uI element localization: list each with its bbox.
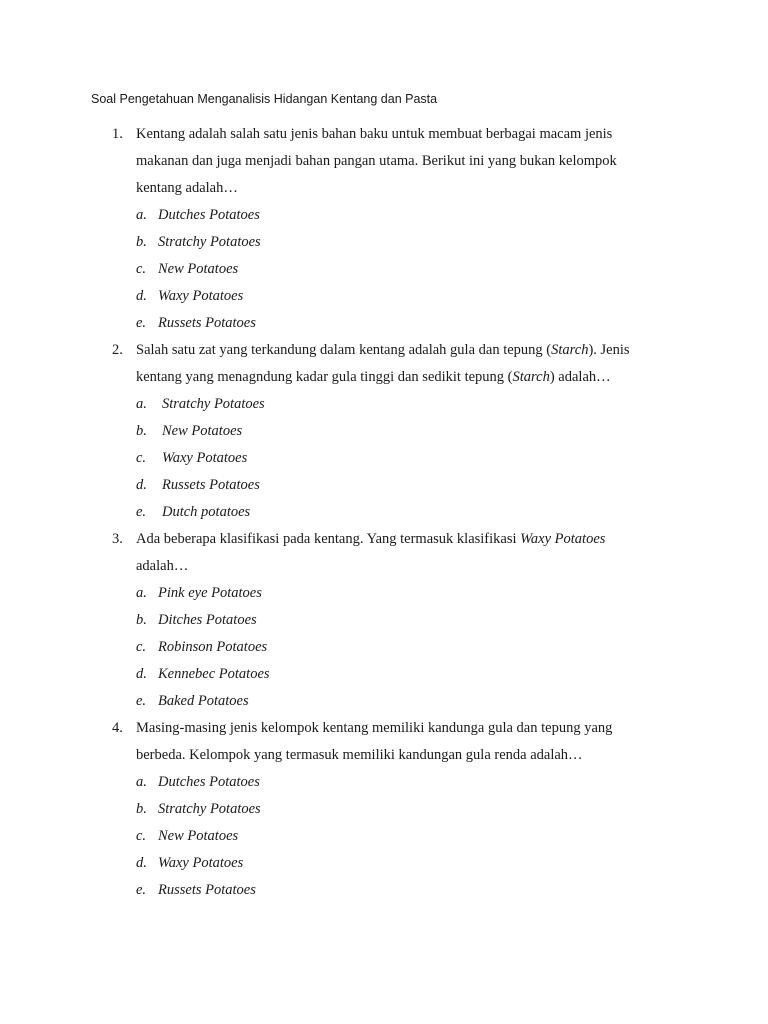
option-a: [0, 769, 768, 796]
option-label: Dutches Potatoes: [158, 207, 260, 223]
question-text-italic: Waxy Potatoes: [520, 531, 606, 547]
option-e: [0, 877, 768, 904]
option-letter: c.: [136, 639, 147, 655]
option-letter: c.: [136, 450, 147, 466]
option-label: Stratchy Potatoes: [162, 396, 265, 412]
question-text-part: adalah…: [136, 558, 189, 574]
question-text-part: ). Jenis kentang yang menagndung kadar gula tinggi dan sedikit tepung (: [136, 342, 630, 385]
option-letter: b.: [136, 234, 147, 250]
option-letter: e.: [136, 882, 147, 898]
option-b: [0, 607, 768, 634]
option-letter: d.: [136, 477, 147, 493]
option-letter: b.: [136, 612, 147, 628]
question-text-part: ) adalah…: [549, 369, 611, 385]
option-d: [0, 661, 768, 688]
option-label: Waxy Potatoes: [162, 450, 248, 466]
option-label: Russets Potatoes: [158, 315, 256, 331]
option-label: Russets Potatoes: [158, 882, 256, 898]
option-letter: b.: [136, 423, 147, 439]
question-number: 4.: [112, 720, 123, 736]
question-text-part: Ada beberapa klasifikasi pada kentang. Yang termasuk klasifikasi: [136, 531, 521, 547]
option-label: Stratchy Potatoes: [158, 234, 261, 250]
option-label: New Potatoes: [158, 261, 239, 277]
option-e: [0, 499, 768, 526]
option-a: [0, 391, 768, 418]
option-label: Dutch potatoes: [162, 504, 251, 520]
option-c: [0, 445, 768, 472]
option-d: [0, 283, 768, 310]
option-c: [0, 256, 768, 283]
option-label: Dutches Potatoes: [158, 774, 260, 790]
option-d: [0, 850, 768, 877]
option-letter: a.: [136, 396, 147, 412]
question-number: 1.: [112, 126, 123, 142]
option-letter: d.: [136, 855, 147, 871]
question-text-part: Salah satu zat yang terkandung dalam kentang adalah gula dan tepung (: [136, 342, 552, 358]
question-2: [0, 337, 768, 526]
option-letter: c.: [136, 261, 147, 277]
option-label: Waxy Potatoes: [158, 288, 244, 304]
option-b: [0, 418, 768, 445]
option-a: [0, 580, 768, 607]
option-letter: b.: [136, 801, 147, 817]
option-label: Robinson Potatoes: [158, 639, 268, 655]
question-number: 2.: [112, 342, 123, 358]
option-c: [0, 823, 768, 850]
question-text-italic: Starch: [512, 369, 550, 385]
option-b: [0, 229, 768, 256]
option-letter: e.: [136, 504, 147, 520]
question-3: [0, 526, 768, 715]
option-a: [0, 202, 768, 229]
question-1: [0, 121, 768, 337]
option-label: Kennebec Potatoes: [158, 666, 270, 682]
option-e: [0, 688, 768, 715]
option-label: Pink eye Potatoes: [158, 585, 262, 601]
option-letter: c.: [136, 828, 147, 844]
option-label: New Potatoes: [162, 423, 243, 439]
option-b: [0, 796, 768, 823]
option-label: Stratchy Potatoes: [158, 801, 261, 817]
option-e: [0, 310, 768, 337]
question-text: Masing-masing jenis kelompok kentang memiliki kandunga gula dan tepung yang berbeda. Kelompok yang termasuk memiliki kandungan gula renda adalah…: [136, 720, 613, 763]
option-label: Baked Potatoes: [158, 693, 249, 709]
option-label: New Potatoes: [158, 828, 239, 844]
option-letter: d.: [136, 666, 147, 682]
page-title: Soal Pengetahuan Menganalisis Hidangan Kentang dan Pasta: [91, 92, 438, 106]
option-label: Waxy Potatoes: [158, 855, 244, 871]
option-letter: d.: [136, 288, 147, 304]
question-4: [0, 715, 768, 904]
question-number: 3.: [112, 531, 123, 547]
option-c: [0, 634, 768, 661]
question-text-italic: Starch: [551, 342, 589, 358]
question-text: [136, 526, 661, 580]
option-letter: a.: [136, 774, 147, 790]
option-letter: e.: [136, 693, 147, 709]
option-d: [0, 472, 768, 499]
option-letter: a.: [136, 585, 147, 601]
option-label: Ditches Potatoes: [158, 612, 257, 628]
question-text: [136, 337, 661, 391]
option-letter: a.: [136, 207, 147, 223]
question-list: [0, 121, 768, 904]
question-text: Kentang adalah salah satu jenis bahan baku untuk membuat berbagai macam jenis makanan dan juga menjadi bahan pangan utama. Berikut ini yang bukan kelompok kentang adalah…: [136, 126, 617, 196]
option-label: Russets Potatoes: [162, 477, 260, 493]
option-letter: e.: [136, 315, 147, 331]
